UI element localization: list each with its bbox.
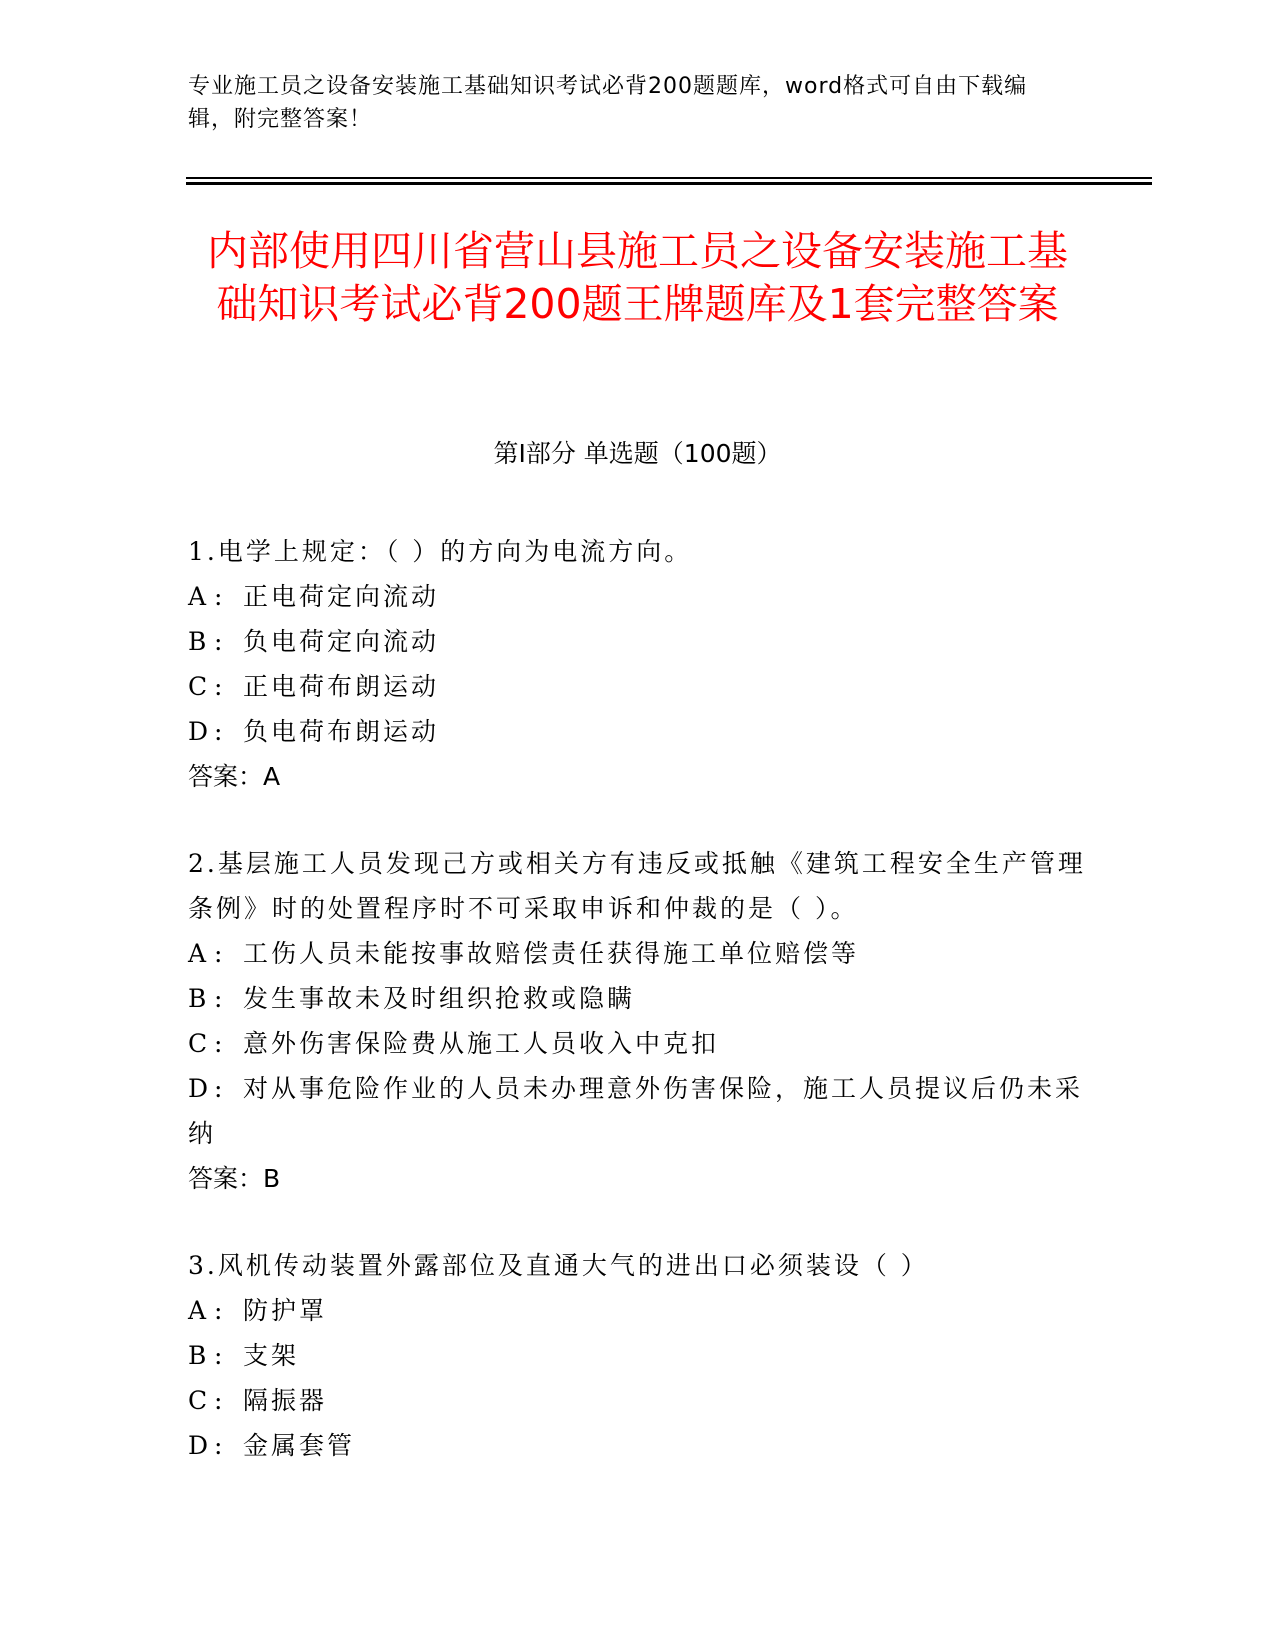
option-a: A : 工伤人员未能按事故赔偿责任获得施工单位赔偿等 — [188, 931, 1088, 976]
option-c: C : 意外伤害保险费从施工人员收入中克扣 — [188, 1021, 1088, 1066]
question-stem: 2.基层施工人员发现己方或相关方有违反或抵触《建筑工程安全生产管理条例》时的处置程序时不可采取申诉和仲裁的是（ ）。 — [188, 849, 1086, 923]
header-divider-thin — [186, 177, 1152, 179]
option-letter: C — [188, 1386, 211, 1415]
option-letter: C — [188, 1029, 211, 1058]
option-letter: A — [188, 1296, 210, 1325]
header-note: 专业施工员之设备安装施工基础知识考试必背200题题库，word格式可自由下载编辑，附完整答案！ — [188, 74, 1028, 132]
option-text: 防护罩 — [242, 1296, 327, 1325]
answer-line: 答案：A — [188, 762, 281, 791]
option-text: 意外伤害保险费从施工人员收入中克扣 — [242, 1029, 719, 1058]
option-b: B : 负电荷定向流动 — [188, 619, 1088, 664]
header-divider-thick — [186, 182, 1152, 185]
option-text: 支架 — [242, 1341, 299, 1370]
option-a: A : 防护罩 — [188, 1288, 1088, 1333]
question-1 — [188, 529, 1088, 799]
question-3 — [188, 1243, 1088, 1468]
option-letter: D — [188, 1431, 212, 1460]
option-letter: C — [188, 672, 211, 701]
option-d: D : 对从事危险作业的人员未办理意外伤害保险，施工人员提议后仍未采纳 — [188, 1066, 1088, 1156]
option-d: D : 金属套管 — [188, 1423, 1088, 1468]
option-text: 负电荷布朗运动 — [242, 717, 439, 746]
document-title: 内部使用四川省营山县施工员之设备安装施工基础知识考试必背200题王牌题库及1套完整答案 — [207, 227, 1068, 328]
answer-line: 答案：B — [188, 1164, 281, 1193]
option-letter: D — [188, 1074, 212, 1103]
option-letter: A — [188, 582, 210, 611]
option-text: 正电荷布朗运动 — [242, 672, 439, 701]
option-letter: B — [188, 1341, 210, 1370]
option-a: A : 正电荷定向流动 — [188, 574, 1088, 619]
option-text: 对从事危险作业的人员未办理意外伤害保险，施工人员提议后仍未采纳 — [188, 1074, 1083, 1148]
option-b: B : 支架 — [188, 1333, 1088, 1378]
option-text: 隔振器 — [242, 1386, 327, 1415]
option-letter: D — [188, 717, 212, 746]
option-letter: A — [188, 939, 210, 968]
option-letter: B — [188, 984, 210, 1013]
option-text: 工伤人员未能按事故赔偿责任获得施工单位赔偿等 — [242, 939, 859, 968]
option-d: D : 负电荷布朗运动 — [188, 709, 1088, 754]
option-c: C : 隔振器 — [188, 1378, 1088, 1423]
option-b: B : 发生事故未及时组织抢救或隐瞒 — [188, 976, 1088, 1021]
option-c: C : 正电荷布朗运动 — [188, 664, 1088, 709]
option-text: 金属套管 — [242, 1431, 355, 1460]
question-2 — [188, 841, 1088, 1201]
option-text: 发生事故未及时组织抢救或隐瞒 — [242, 984, 635, 1013]
question-stem: 3.风机传动装置外露部位及直通大气的进出口必须装设（ ） — [188, 1251, 929, 1280]
option-text: 正电荷定向流动 — [242, 582, 439, 611]
question-list — [188, 529, 1088, 1510]
option-text: 负电荷定向流动 — [242, 627, 439, 656]
option-letter: B — [188, 627, 210, 656]
question-stem: 1.电学上规定：（ ）的方向为电流方向。 — [188, 537, 693, 566]
section-title: 第Ⅰ部分 单选题（100题） — [493, 439, 782, 468]
